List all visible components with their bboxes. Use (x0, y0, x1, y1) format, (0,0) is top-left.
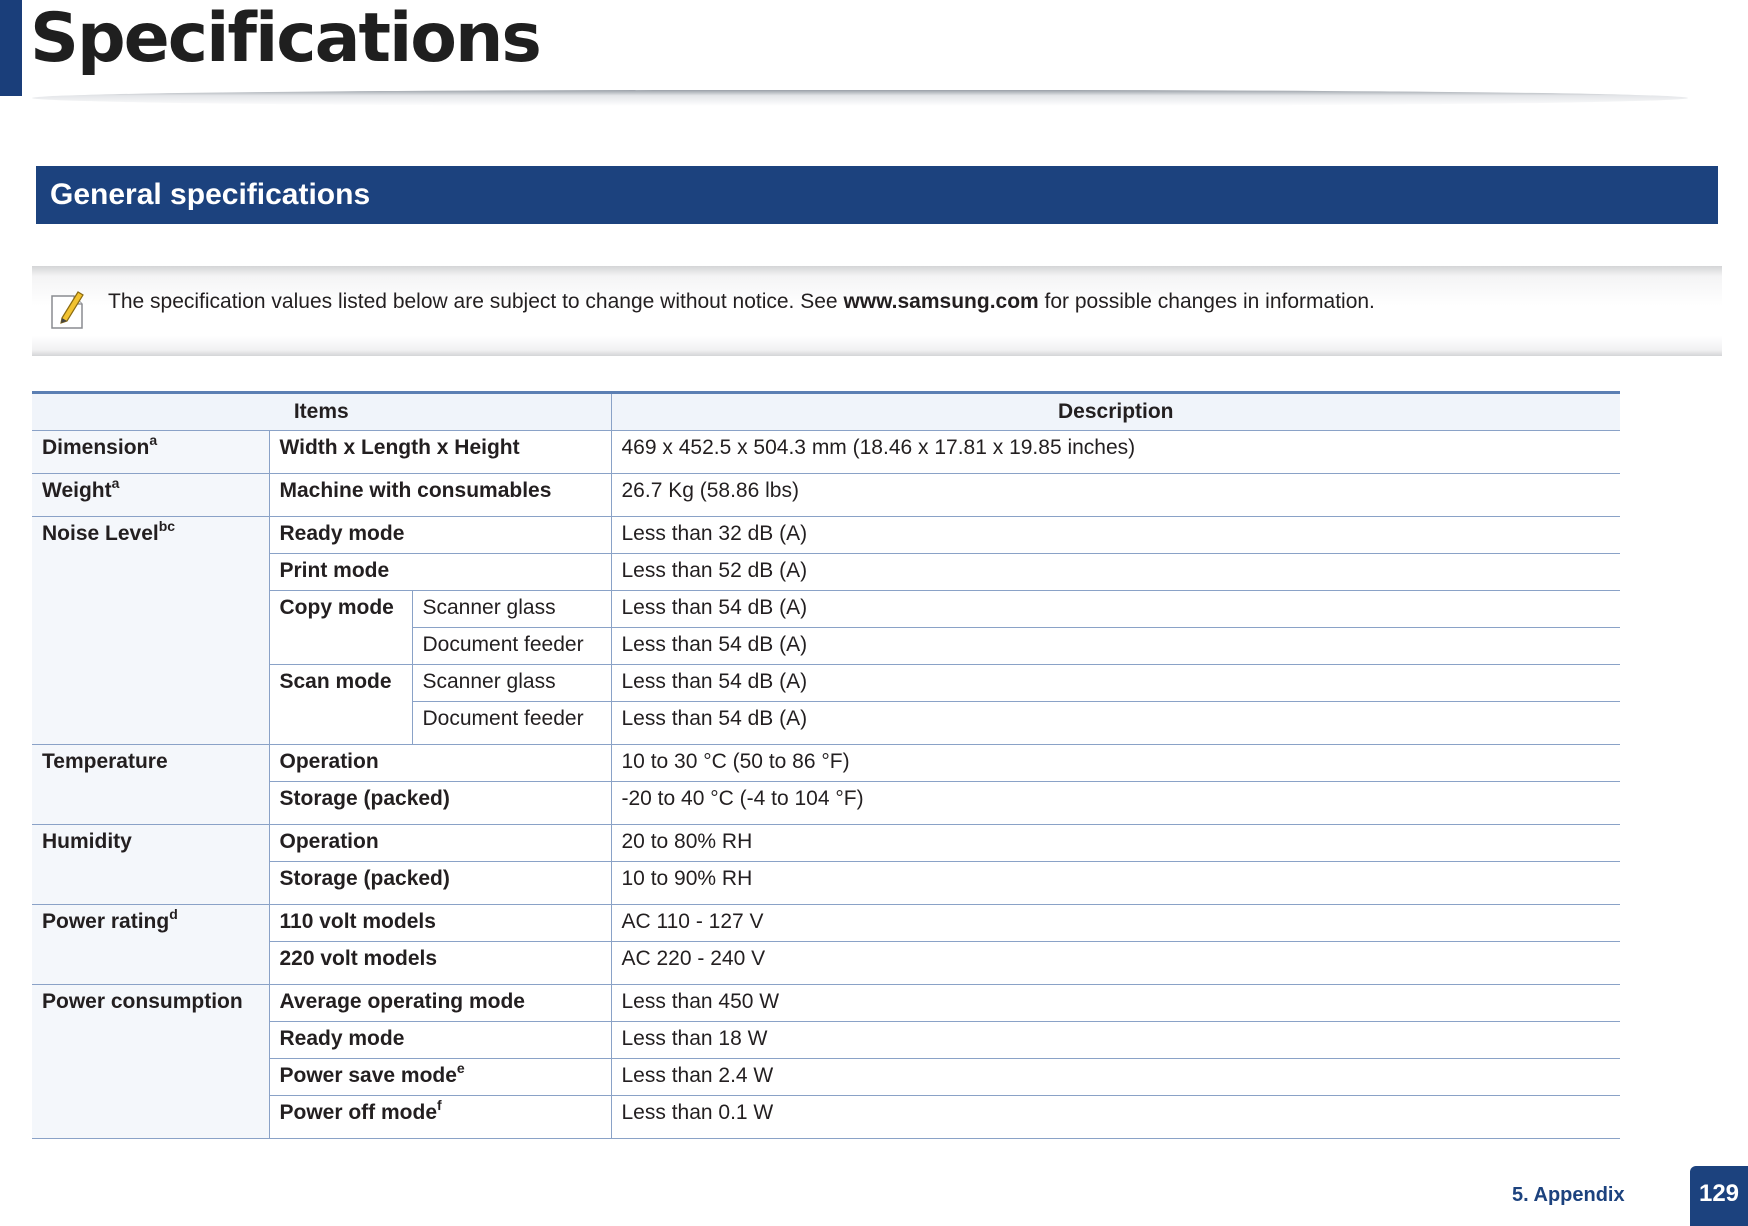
table-row (32, 825, 1620, 862)
value-cell: -20 to 40 °C (-4 to 104 °F) (611, 782, 1620, 825)
header-items: Items (32, 393, 611, 431)
samsung-link[interactable]: www.samsung.com (843, 290, 1039, 313)
sub-item-cell: Scanner glass (412, 665, 611, 702)
table-row (32, 905, 1620, 942)
value-cell: 10 to 30 °C (50 to 86 °F) (611, 745, 1620, 782)
item-cell: Operation (269, 745, 611, 782)
sub-item-cell: Document feeder (412, 702, 611, 745)
item-cell: Power save mode$^e$ (269, 1059, 611, 1096)
value-cell: 20 to 80% RH (611, 825, 1620, 862)
value-cell: Less than 54 dB (A) (611, 591, 1620, 628)
item-cell: Ready mode (269, 1022, 611, 1059)
table-row (32, 942, 1620, 985)
specifications-table (32, 391, 1620, 1139)
value-cell: Less than 52 dB (A) (611, 554, 1620, 591)
item-cell: Copy mode (269, 591, 412, 665)
value-cell: Less than 54 dB (A) (611, 665, 1620, 702)
table-row (32, 665, 1620, 702)
value-cell: AC 110 - 127 V (611, 905, 1620, 942)
item-cell: Print mode (269, 554, 611, 591)
section-title: General specifications (50, 178, 371, 211)
row-label-dimension: Dimension$^a$ (32, 431, 269, 474)
value-cell: 26.7 Kg (58.86 lbs) (611, 474, 1620, 517)
table-row (32, 591, 1620, 628)
section-header (36, 166, 1718, 224)
item-cell: Operation (269, 825, 611, 862)
item-cell: Ready mode (269, 517, 611, 554)
header-description: Description (611, 393, 1620, 431)
note-text: The specification values listed below are subject to change without notice. See www.samsung.com for possible changes in information. (108, 290, 1375, 313)
item-cell: 220 volt models (269, 942, 611, 985)
footer-section-label: 5. Appendix (1512, 1184, 1625, 1206)
table-row (32, 517, 1620, 554)
left-accent-bar (0, 0, 22, 96)
item-cell: Average operating mode (269, 985, 611, 1022)
value-cell: Less than 2.4 W (611, 1059, 1620, 1096)
table-row (32, 745, 1620, 782)
value-cell: Less than 54 dB (A) (611, 702, 1620, 745)
value-cell: AC 220 - 240 V (611, 942, 1620, 985)
title-divider (32, 90, 1688, 106)
item-cell: Machine with consumables (269, 474, 611, 517)
page-title: Specifications (30, 0, 540, 78)
row-label-humidity: Humidity (32, 825, 269, 905)
sub-item-cell: Scanner glass (412, 591, 611, 628)
value-cell: Less than 54 dB (A) (611, 628, 1620, 665)
item-cell: Storage (packed) (269, 862, 611, 905)
value-cell: Less than 18 W (611, 1022, 1620, 1059)
value-cell: Less than 450 W (611, 985, 1620, 1022)
value-cell: 469 x 452.5 x 504.3 mm (18.46 x 17.81 x 19.85 inches) (611, 431, 1620, 474)
table-row (32, 782, 1620, 825)
table-row (32, 474, 1620, 517)
page-number: 129 (1690, 1166, 1748, 1226)
table-row (32, 1022, 1620, 1059)
table-row (32, 1096, 1620, 1139)
value-cell: Less than 0.1 W (611, 1096, 1620, 1139)
table-row (32, 431, 1620, 474)
item-cell: 110 volt models (269, 905, 611, 942)
value-cell: Less than 32 dB (A) (611, 517, 1620, 554)
table-row (32, 985, 1620, 1022)
item-cell: Width x Length x Height (269, 431, 611, 474)
note-pencil-icon (48, 288, 88, 332)
row-label-temperature: Temperature (32, 745, 269, 825)
row-label-weight: Weight$^a$ (32, 474, 269, 517)
value-cell: 10 to 90% RH (611, 862, 1620, 905)
table-row (32, 554, 1620, 591)
row-label-noise: Noise Level$^{bc}$ (32, 517, 269, 745)
note-box (32, 266, 1722, 356)
item-cell: Storage (packed) (269, 782, 611, 825)
table-row (32, 862, 1620, 905)
item-cell: Scan mode (269, 665, 412, 745)
table-header-row (32, 393, 1620, 431)
row-label-power-consumption: Power consumption (32, 985, 269, 1139)
row-label-power-rating: Power rating$^d$ (32, 905, 269, 985)
sub-item-cell: Document feeder (412, 628, 611, 665)
item-cell: Power off mode$^f$ (269, 1096, 611, 1139)
table-row (32, 1059, 1620, 1096)
